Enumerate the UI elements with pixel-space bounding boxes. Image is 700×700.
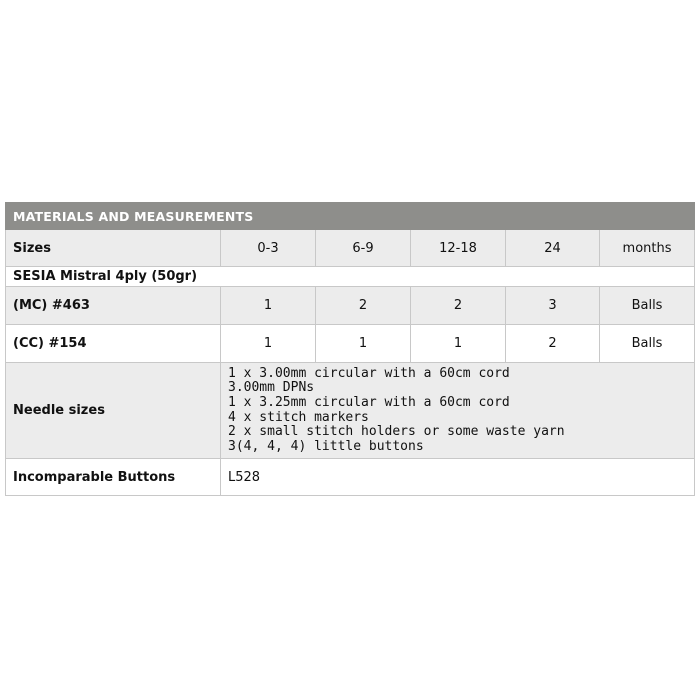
needle-item: 1 x 3.00mm circular with a 60cm cord <box>228 365 510 381</box>
cc-value: 1 <box>316 325 411 363</box>
size-value: 12-18 <box>411 230 506 267</box>
mc-label: (MC) #463 <box>6 287 221 325</box>
needle-row <box>6 363 695 459</box>
cc-value: 1 <box>221 325 316 363</box>
needle-list <box>221 363 695 459</box>
sizes-unit: months <box>600 230 695 267</box>
cc-row <box>6 325 695 363</box>
size-value: 0-3 <box>221 230 316 267</box>
mc-value: 1 <box>221 287 316 325</box>
yarn-row <box>6 267 695 287</box>
sizes-label: Sizes <box>6 230 221 267</box>
size-value: 24 <box>506 230 600 267</box>
needle-item: 3(4, 4, 4) little buttons <box>228 438 424 454</box>
mc-value: 2 <box>316 287 411 325</box>
table-header-row <box>6 203 695 230</box>
yarn-label: SESIA Mistral 4ply (50gr) <box>6 267 695 287</box>
mc-value: 3 <box>506 287 600 325</box>
needle-item: 4 x stitch markers <box>228 409 369 425</box>
cc-unit: Balls <box>600 325 695 363</box>
needle-item: 3.00mm DPNs <box>228 380 315 396</box>
needle-label: Needle sizes <box>6 363 221 459</box>
cc-value: 2 <box>506 325 600 363</box>
materials-table <box>5 202 695 496</box>
buttons-row <box>6 459 695 496</box>
size-value: 6-9 <box>316 230 411 267</box>
mc-unit: Balls <box>600 287 695 325</box>
cc-label: (CC) #154 <box>6 325 221 363</box>
sizes-row <box>6 230 695 267</box>
mc-value: 2 <box>411 287 506 325</box>
cc-value: 1 <box>411 325 506 363</box>
buttons-label: Incomparable Buttons <box>6 459 221 496</box>
table-title: MATERIALS AND MEASUREMENTS <box>6 203 695 230</box>
buttons-value: L528 <box>221 459 695 496</box>
needle-item: 2 x small stitch holders or some waste yarn <box>228 424 565 440</box>
needle-item: 1 x 3.25mm circular with a 60cm cord <box>228 394 510 410</box>
mc-row <box>6 287 695 325</box>
